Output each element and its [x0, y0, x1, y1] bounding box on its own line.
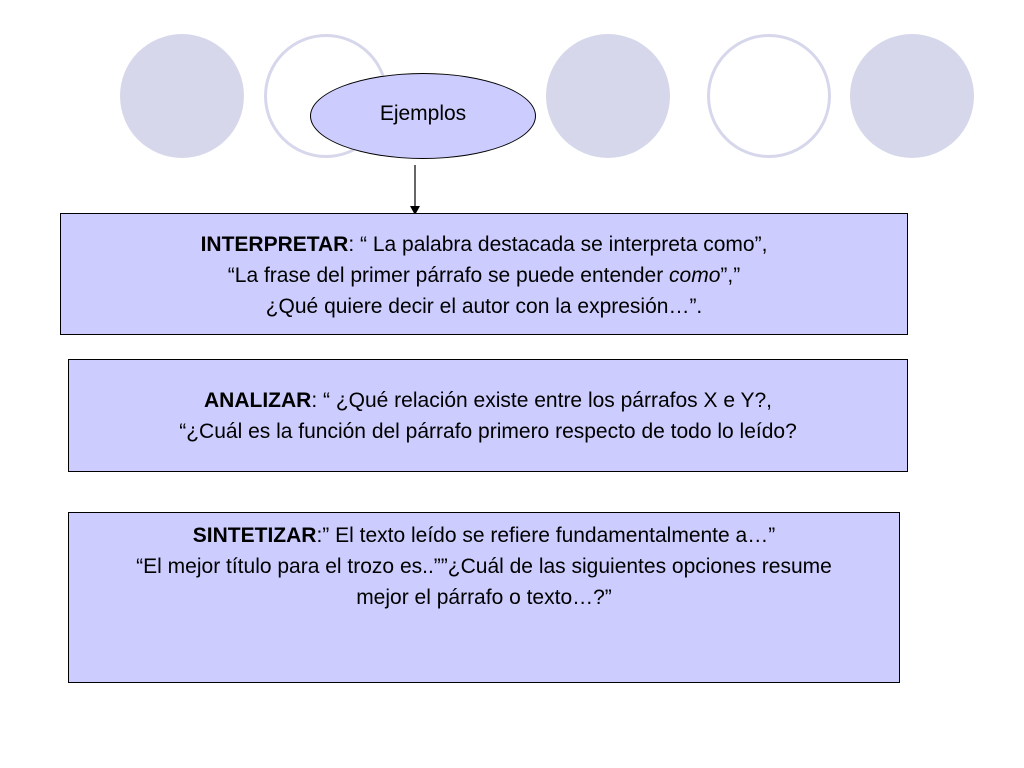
- sintetizar-text: [39, 520, 929, 613]
- sintetizar-line-2: “El mejor título para el trozo es..””¿Cuál de las siguientes opciones resume: [136, 555, 832, 578]
- sintetizar-keyword: SINTETIZAR: [192, 524, 317, 547]
- connector-arrow: [405, 165, 425, 217]
- decorative-circle-3: [546, 34, 670, 158]
- sintetizar-line-1: SINTETIZAR:” El texto leído se refiere fundamentalmente a…”: [192, 524, 776, 547]
- interpretar-box: [60, 213, 908, 335]
- analizar-line-1: ANALIZAR: “ ¿Qué relación existe entre los párrafos X e Y?,: [204, 389, 772, 412]
- analizar-line-2: “¿Cuál es la función del párrafo primero respecto de todo lo leído?: [179, 420, 797, 443]
- decorative-circle-4: [707, 34, 831, 158]
- ejemplos-label: Ejemplos: [379, 102, 467, 125]
- interpretar-keyword: INTERPRETAR: [200, 233, 349, 256]
- analizar-box: [68, 359, 908, 472]
- decorative-circle-5: [850, 34, 974, 158]
- interpretar-line-2: “La frase del primer párrafo se puede entender como”,”: [227, 264, 741, 287]
- interpretar-line-1: INTERPRETAR: “ La palabra destacada se interpreta como”,: [200, 233, 768, 256]
- analizar-keyword: ANALIZAR: [204, 389, 312, 412]
- interpretar-italic-word: como: [669, 264, 721, 287]
- analizar-text: [39, 385, 937, 447]
- interpretar-line-3: ¿Qué quiere decir el autor con la expresión…”.: [265, 295, 703, 318]
- decorative-circle-1: [120, 34, 244, 158]
- sintetizar-box: [68, 512, 900, 683]
- interpretar-text: [31, 229, 937, 322]
- sintetizar-line-3: mejor el párrafo o texto…?”: [356, 586, 612, 609]
- ejemplos-ellipse: [310, 73, 536, 159]
